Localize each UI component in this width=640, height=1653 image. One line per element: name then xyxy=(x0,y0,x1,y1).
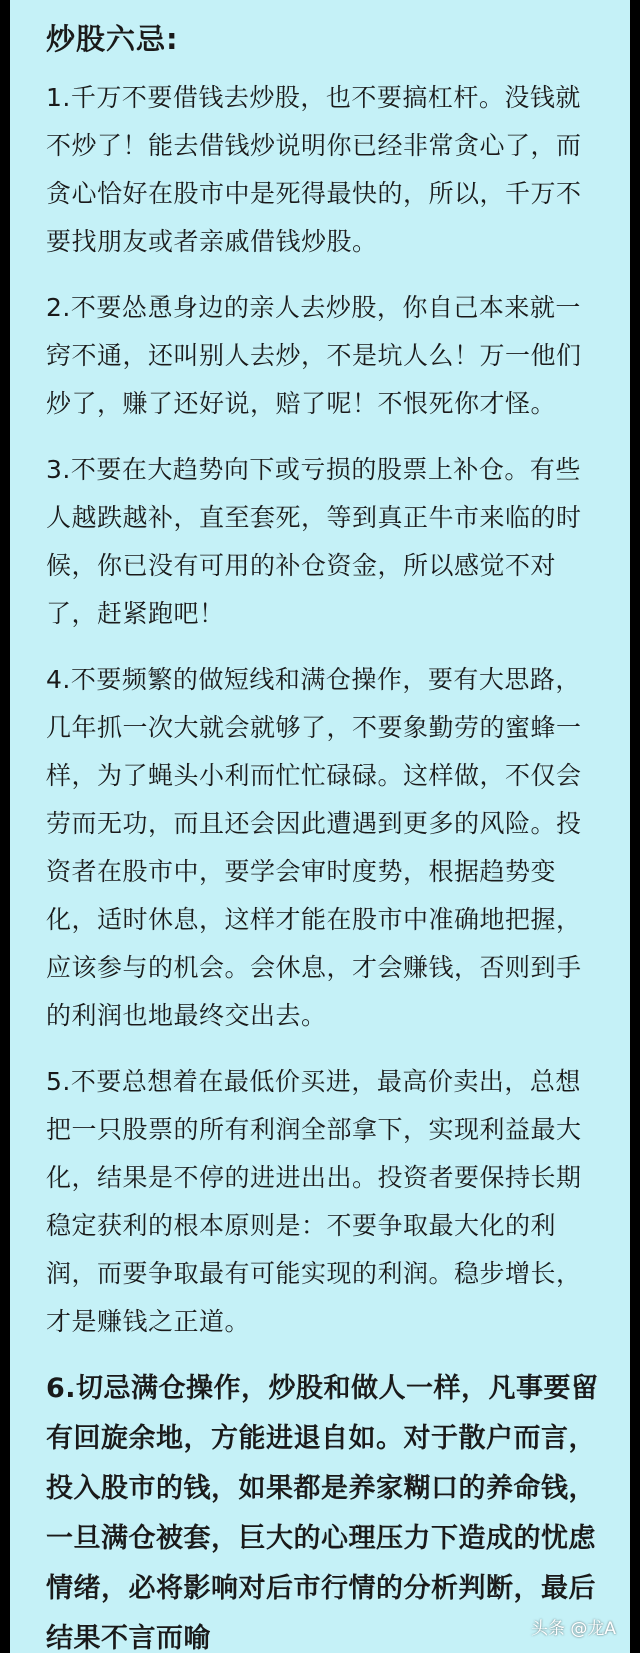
rule-1: 1.千万不要借钱去炒股，也不要搞杠杆。没钱就不炒了！能去借钱炒说明你已经非常贪心了，而贪心恰好在股市中是死得最快的，所以，千万不要找朋友或者亲戚借钱炒股。 xyxy=(46,83,582,256)
rule-5: 5.不要总想着在最低价买进，最高价卖出，总想把一只股票的所有利润全部拿下，实现利益最大化，结果是不停的进进出出。投资者要保持长期稳定获利的根本原则是：不要争取最大化的利润，而要争取最有可能实现的利润。稳步增长，才是赚钱之正道。 xyxy=(46,1067,582,1336)
rule-6: 6.切忌满仓操作，炒股和做人一样，凡事要留有回旋余地，方能进退自如。对于散户而言，投入股市的钱，如果都是养家糊口的养命钱，一旦满仓被套，巨大的心理压力下造成的忧虑情绪，必将影响对后市行情的分析判断，最后结果不言而喻 xyxy=(46,1373,599,1653)
rule-2: 2.不要怂恿身边的亲人去炒股，你自己本来就一窍不通，还叫别人去炒，不是坑人么！万一他们炒了，赚了还好说，赔了呢！不恨死你才怪。 xyxy=(46,293,582,418)
watermark: 头条 @龙A xyxy=(530,1619,616,1639)
article-title: 炒股六忌: xyxy=(46,22,179,56)
rule-4: 4.不要频繁的做短线和满仓操作，要有大思路，几年抓一次大就会就够了，不要象勤劳的蜜蜂一样，为了蝇头小利而忙忙碌碌。这样做，不仅会劳而无功，而且还会因此遭遇到更多的风险。投资者在股市中，要学会审时度势，根据趋势变化，适时休息，这样才能在股市中准确地把握，应该参与的机会。会休息，才会赚钱，否则到手的利润也地最终交出去。 xyxy=(46,665,582,1030)
rule-3: 3.不要在大趋势向下或亏损的股票上补仓。有些人越跌越补，直至套死，等到真正牛市来临的时候，你已没有可用的补仓资金，所以感觉不对了，赶紧跑吧！ xyxy=(46,455,582,628)
article-panel xyxy=(10,0,630,1653)
